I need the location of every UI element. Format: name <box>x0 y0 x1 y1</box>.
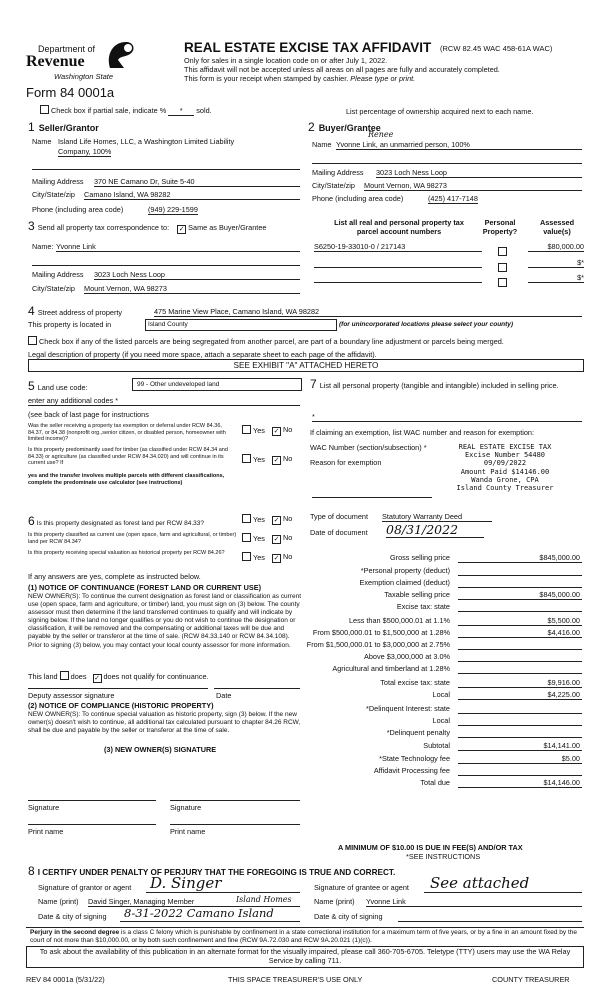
section-2-heading: 2 Buyer/Grantee <box>308 120 381 134</box>
county-select[interactable]: Island County <box>145 319 337 331</box>
parcel-number-1[interactable]: S6250-19-33010-0 / 217143 <box>314 242 406 251</box>
grantee-signature-label: Signature of grantee or agent <box>314 883 409 892</box>
land-use-label: 5 Land use code: <box>28 379 88 393</box>
new-owner-signature-title: (3) NEW OWNER(S) SIGNATURE <box>104 745 217 754</box>
partial-sale-percent[interactable]: * <box>168 106 194 116</box>
s3-mail-label: Mailing Address <box>32 270 84 279</box>
tax-row-label: From $1,500,000.01 to $3,000,000 at 2.75% <box>306 640 450 649</box>
s3-city-label: City/State/zip <box>32 284 75 293</box>
q-forest-text: 6 Is this property designated as forest land per RCW 84.33? <box>28 514 204 528</box>
tax-row-label: Less than $500,000.01 at 1.1% <box>348 616 450 625</box>
seller-city[interactable]: Camano Island, WA 98282 <box>84 190 171 199</box>
seller-phone[interactable]: (949) 229-1599 <box>148 205 198 214</box>
segregation-checkbox[interactable] <box>28 336 37 345</box>
seller-name-cont[interactable]: Company, 100% <box>58 147 112 156</box>
q-historic-text: Is this property receiving special valuation as historical property per RCW 84.26? <box>28 550 225 556</box>
q-forest-yes[interactable]: Yes <box>242 514 265 524</box>
new-owner-signature-1[interactable]: Signature <box>28 803 60 812</box>
county-treasurer-label: COUNTY TREASURER <box>492 975 570 984</box>
partial-sale-row: Check box if partial sale, indicate % * sold. <box>40 105 212 116</box>
street-label: 4 Street address of property <box>28 304 123 318</box>
notice-compliance-title: (2) NOTICE OF COMPLIANCE (HISTORIC PROPERTY) <box>28 701 214 710</box>
wac-label: WAC Number (section/subsection) * <box>310 443 427 452</box>
grantee-signature[interactable]: See attached <box>430 874 530 892</box>
doc-type[interactable]: Statutory Warranty Deed <box>382 512 492 522</box>
see-back-note: (see back of last page for instructions <box>28 410 149 419</box>
see-instructions: *SEE INSTRUCTIONS <box>406 852 481 861</box>
q-timber-text: Is this property predominantly used for timber (as classified under RCW 84.34 and 84.33) or agriculture (as classified under RCW 84.34.020) and will continue in its current use? If <box>28 447 228 466</box>
certify-statement: 8 I CERTIFY UNDER PENALTY OF PERJURY THAT THE FOREGOING IS TRUE AND CORRECT. <box>28 864 396 878</box>
parcels-header: List all real and personal property tax parcel account numbers <box>334 218 464 236</box>
if-any-yes: If any answers are yes, complete as instructed below. <box>28 572 201 581</box>
s3-city[interactable]: Mount Vernon, WA 98273 <box>84 284 167 293</box>
q-exemption-no[interactable]: ✓ No <box>273 425 293 435</box>
q-exemption-yes[interactable]: Yes <box>242 425 265 435</box>
q-exemption-text: Was the seller receiving a property tax exemption or deferral under RCW 84.36, 84.37, or 84.38 (nonprofit org.,senior citizen, or disabled person, homeowner with limited income)? <box>28 423 226 442</box>
q-timber-yes[interactable]: Yes <box>242 454 265 464</box>
q-current-use-yes[interactable]: Yes <box>242 533 265 543</box>
rev-number: REV 84 0001a (5/31/22) <box>26 975 105 984</box>
ownership-note: List percentage of ownership acquired next to each name. <box>346 107 534 116</box>
tax-row-label: Taxable selling price <box>384 590 450 599</box>
doc-type-label: Type of document <box>310 512 369 521</box>
form-rcw: (RCW 82.45 WAC 458-61A WAC) <box>440 44 553 53</box>
grantor-signature-label: Signature of grantor or agent <box>38 883 132 892</box>
tax-row-value[interactable]: $5.00 <box>561 754 580 763</box>
revenue-logo-text: Revenue <box>26 53 85 70</box>
s3-name[interactable]: Yvonne Link <box>56 242 96 251</box>
seller-mail-label: Mailing Address <box>32 177 84 186</box>
parcel-value-1[interactable]: $80,000.00 <box>547 242 584 251</box>
tax-row-label: Excise tax: state <box>396 602 450 611</box>
tax-row-label: *Delinquent penalty <box>386 728 450 737</box>
tax-row-value[interactable]: $5,500.00 <box>547 616 580 625</box>
new-owner-signature-2[interactable]: Signature <box>170 803 202 812</box>
dept-label: Department of <box>38 44 96 54</box>
grantee-date-label: Date & city of signing <box>314 912 383 921</box>
tax-row-value[interactable]: $845,000.00 <box>539 590 580 599</box>
tax-row-label: Affidavit Processing fee <box>373 766 450 775</box>
tax-row-label: Total due <box>420 778 450 787</box>
section-1-heading: 1 Seller/Grantor <box>28 120 99 134</box>
land-use-select[interactable]: 99 - Other undeveloped land <box>132 378 302 391</box>
s3-mail[interactable]: 3023 Loch Ness Loop <box>94 270 165 279</box>
tax-row-label: *State Technology fee <box>379 754 450 763</box>
tax-row-value[interactable]: $9,916.00 <box>547 678 580 687</box>
parcel-value-3[interactable]: $* <box>577 273 584 282</box>
grantor-name[interactable]: David Singer, Managing Member <box>88 897 195 906</box>
grantor-date[interactable]: 8-31-2022 Camano Island <box>124 906 274 920</box>
form-title: REAL ESTATE EXCISE TAX AFFIDAVIT <box>184 40 432 55</box>
street-address[interactable]: 475 Marine View Place, Camano Island, WA 98282 <box>154 307 320 316</box>
q-current-use-no[interactable]: ✓ No <box>273 533 293 543</box>
grantee-name-label: Name (print) <box>314 897 355 906</box>
tax-row-label: From $500,000.01 to $1,500,000 at 1.28% <box>312 628 450 637</box>
personal-property-text: 7 List all personal property (tangible and intangible) included in selling price. <box>310 377 559 391</box>
perjury-note: Perjury in the second degree is a class C felony which is punishable by confinement in a state correctional institution for a maximum term of five years, or by a fine in an amount fixed by the court of not more than $10,000.00, or by both such confinement and fine (RCW 9A.72.030 and RCW 9A.20.021 (1)(c)). <box>30 929 577 944</box>
seller-phone-label: Phone (including area code) <box>32 205 124 214</box>
tax-row-value[interactable]: $14,146.00 <box>543 778 580 787</box>
tax-row-label: *Delinquent Interest: state <box>366 704 450 713</box>
q-current-use-text: Is this property classified as current use (open space, farm and agricultural, or timber) land per RCW 84.34? <box>28 532 237 545</box>
legal-label: Legal description of property (if you need more space, attach a separate sheet to each page of the affidavit). <box>28 350 377 359</box>
header-line-3: This form is your receipt when stamped by cashier. Please type or print. <box>184 74 416 83</box>
buyer-hand-note: Renee <box>368 130 394 139</box>
deputy-date-label: Date <box>216 691 232 700</box>
tax-row-label: *Personal property (deduct) <box>360 566 450 575</box>
notice-continuance-title: (1) NOTICE OF CONTINUANCE (FOREST LAND OR CURRENT USE) <box>28 583 262 592</box>
q-timber-no[interactable]: ✓ No <box>273 454 293 464</box>
legal-description[interactable]: SEE EXHIBIT "A" ATTACHED HERETO <box>28 359 584 372</box>
segregation-row: Check box if any of the listed parcels are being segregated from another parcel, are part of a boundary line adjustment or parcels being merged. <box>28 336 504 346</box>
form-number: Form 84 0001a <box>26 85 115 100</box>
parcel-personal-checkbox-3[interactable] <box>498 273 509 291</box>
grantor-hand-note: Island Homes <box>236 895 292 904</box>
seller-name[interactable]: Island Life Homes, LLC, a Washington Limited Liability <box>58 137 235 146</box>
buyer-phone[interactable]: (425) 417-7148 <box>428 194 478 203</box>
tax-row-value[interactable]: $4,225.00 <box>547 690 580 699</box>
reason-label: Reason for exemption <box>310 458 382 467</box>
new-owner-print-1[interactable]: Print name <box>28 827 64 836</box>
buyer-city-label: City/State/zip <box>312 181 355 190</box>
grantor-signature[interactable]: D. Singer <box>150 874 222 892</box>
buyer-name-label: Name <box>312 140 332 149</box>
buyer-mail-label: Mailing Address <box>312 168 364 177</box>
q-timber-text-b: yes and the transfer involves multiple parcels with different classifications, complete the predominate use calculator (see instructions) <box>28 473 225 486</box>
deputy-signature-label: Deputy assessor signature <box>28 691 115 700</box>
s3-name-label: Name: <box>32 242 54 251</box>
revenue-logo-icon <box>104 38 138 70</box>
tax-row-value[interactable]: $4,416.00 <box>547 628 580 637</box>
q-historic-yes[interactable]: Yes <box>242 552 265 562</box>
doc-date[interactable]: 08/31/2022 <box>386 522 484 538</box>
partial-sale-checkbox[interactable] <box>40 105 49 114</box>
new-owner-print-2[interactable]: Print name <box>170 827 206 836</box>
washington-state-label: Washington State <box>54 72 114 81</box>
parcel-value-2[interactable]: $* <box>577 258 584 267</box>
section-3-heading: 3 Send all property tax correspondence to: ✓ Same as Buyer/Grantee <box>28 219 267 233</box>
seller-city-label: City/State/zip <box>32 190 75 199</box>
notice-compliance-text: NEW OWNER(S): To continue special valuation as historic property, sign (3) below. If the new owner(s) doesn't wish to continue, all additional tax calculated pursuant to chapter 84.26 RCW, shall be due and payable by the seller or transferor at the time of sale. <box>28 711 301 735</box>
buyer-city[interactable]: Mount Vernon, WA 98273 <box>364 181 447 190</box>
header-line-2: This affidavit will not be accepted unless all areas on all pages are fully and accurately completed. <box>184 65 500 74</box>
located-note: (for unincorporated locations please select your county) <box>339 321 514 328</box>
grantee-name[interactable]: Yvonne Link <box>366 897 406 906</box>
buyer-mail[interactable]: 3023 Loch Ness Loop <box>376 168 447 177</box>
tax-row-label: Subtotal <box>423 741 450 750</box>
located-label: This property is located in <box>28 320 112 329</box>
header-line-1: Only for sales in a single location code on or after July 1, 2022. <box>184 56 388 65</box>
doc-date-label: Date of document <box>310 528 368 537</box>
land-qualify-row: This land does ✓ does not qualify for continuance. <box>28 672 209 682</box>
exemption-heading: If claiming an exemption, list WAC number and reason for exemption: <box>310 428 535 437</box>
tax-row-label: Total excise tax: state <box>380 678 450 687</box>
tax-row-label: Local <box>432 716 450 725</box>
land-does-not-checkbox[interactable]: ✓ <box>94 675 100 682</box>
minimum-due: A MINIMUM OF $10.00 IS DUE IN FEE(S) AND/OR TAX <box>338 843 523 852</box>
seller-name-label: Name <box>32 137 52 146</box>
tax-row-label: Local <box>432 690 450 699</box>
q-historic-no[interactable]: ✓ No <box>273 552 293 562</box>
treasurer-stamp: REAL ESTATE EXCISE TAX Excise Number 54480 09/09/2022 Amount Paid $14146.00 Wanda Grone, CPA Island County Treasurer <box>456 443 554 493</box>
same-as-buyer-checkbox[interactable]: ✓ <box>178 226 185 233</box>
additional-codes-label: enter any additional codes * <box>28 396 119 405</box>
personal-property-header: Personal Property? <box>482 218 518 236</box>
assessed-header: Assessed value(s) <box>539 218 575 236</box>
personal-property-star[interactable]: * <box>312 412 315 421</box>
tax-row-value[interactable]: $845,000.00 <box>539 553 580 562</box>
tax-row-label: Agricultural and timberland at 1.28% <box>332 664 450 673</box>
accessibility-note: To ask about the availability of this publication in an alternate format for the visually impaired, please call 360-705-6705. Teletype (TTY) users may use the WA Relay Service by calling 711. <box>26 946 584 968</box>
buyer-phone-label: Phone (including area code) <box>312 194 404 203</box>
tax-row-label: Gross selling price <box>389 553 450 562</box>
treasurer-use-only: THIS SPACE TREASURER'S USE ONLY <box>228 975 363 984</box>
tax-row-value[interactable]: $14,141.00 <box>543 741 580 750</box>
tax-row-label: Above $3,000,000 at 3.0% <box>363 652 450 661</box>
grantor-name-label: Name (print) <box>38 897 79 906</box>
tax-row-label: Exemption claimed (deduct) <box>359 578 450 587</box>
q-forest-no[interactable]: ✓ No <box>273 514 293 524</box>
notice-continuance-text: NEW OWNER(S): To continue the current designation as forest land or classification as current use (open space, farm and agriculture, or timber) land, you must sign on (3) below. The county assessor must then determine if the land transferred continues to qualify and will indicate by signing below. If the land no longer qualifies or you do not wish to continue the designation or classification, it will be removed and the compensating or additional taxes will be due and payable by the seller or transferor at the time of sale. (RCW 84.33.140 or RCW 84.34.108). Prior to signing (3) below, you may contact your local county assessor for more information. <box>28 593 301 649</box>
buyer-name[interactable]: Yvonne Link, an unmarried person, 100% <box>336 140 470 149</box>
land-does-checkbox[interactable] <box>60 671 69 680</box>
grantor-date-label: Date & city of signing <box>38 912 107 921</box>
seller-mail[interactable]: 370 NE Camano Dr, Suite 5-40 <box>94 177 195 186</box>
